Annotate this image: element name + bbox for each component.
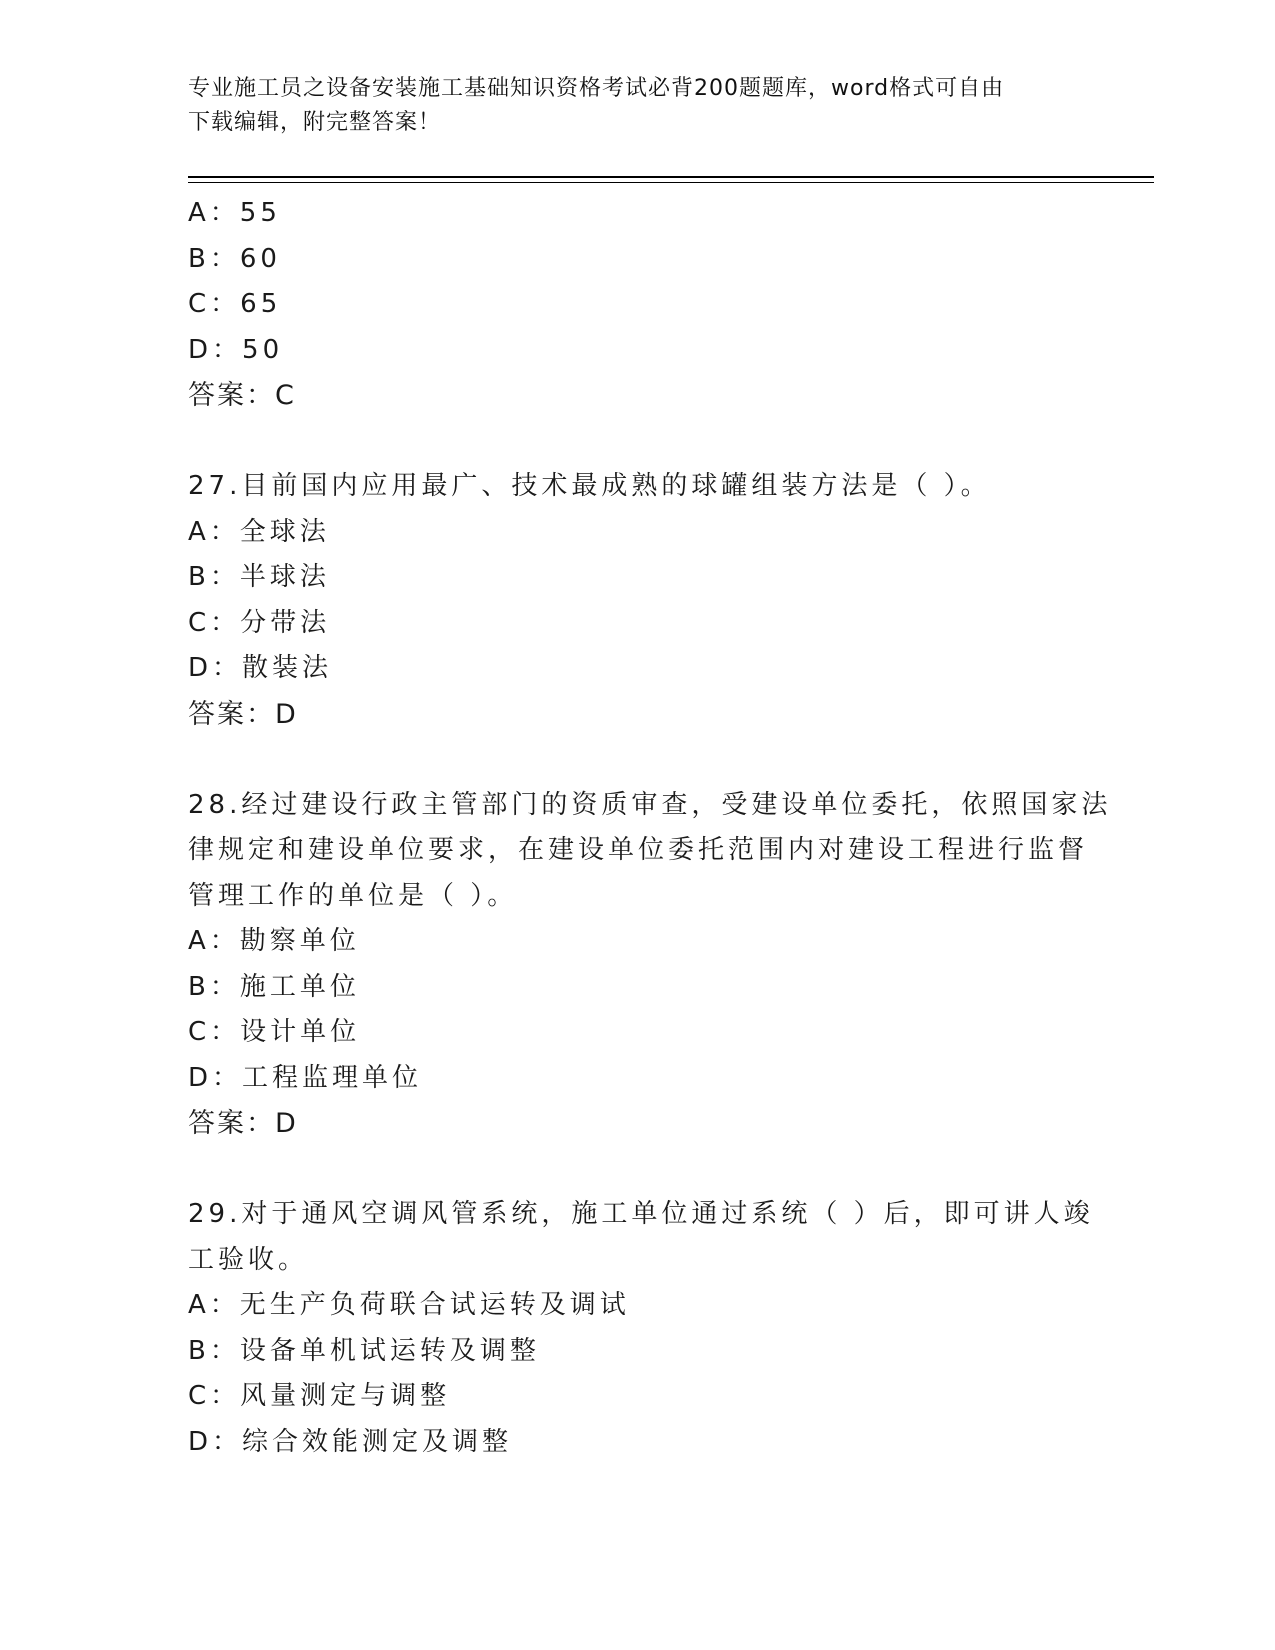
option-a: A：勘察单位 xyxy=(188,926,360,956)
option-a: A：55 xyxy=(188,198,281,228)
option-b: B：半球法 xyxy=(188,562,330,592)
page-header xyxy=(188,72,1088,140)
question-stem-line-3: 管理工作的单位是（ ）。 xyxy=(188,880,518,911)
option-a: A：全球法 xyxy=(188,516,330,547)
option-d: D：工程监理单位 xyxy=(188,1062,423,1093)
answer-line: 答案：C xyxy=(188,380,296,411)
answer-line: 答案：D xyxy=(188,698,298,730)
option-c: C：设计单位 xyxy=(188,1017,361,1047)
question-stem-line-1: 29.对于通风空调风管系统，施工单位通过系统（ ）后，即可讲人竣 xyxy=(188,1199,1094,1229)
question-26 xyxy=(188,191,1088,419)
option-c: C：风量测定与调整 xyxy=(188,1381,451,1411)
question-list xyxy=(188,191,1112,1465)
question-spacer xyxy=(188,1147,1088,1193)
question-27 xyxy=(188,464,1088,737)
option-a: A：无生产负荷联合试运转及调试 xyxy=(188,1290,630,1320)
option-d: D：散装法 xyxy=(188,653,333,683)
header-line-2: 下载编辑，附完整答案！ xyxy=(188,110,442,135)
question-stem: 27.目前国内应用最广、技术最成熟的球罐组装方法是（ ）。 xyxy=(188,471,991,501)
header-line-1: 专业施工员之设备安装施工基础知识资格考试必背200题题库，word格式可自由 xyxy=(188,76,1005,101)
option-c: C：分带法 xyxy=(188,607,331,638)
option-c: C：65 xyxy=(188,289,282,319)
header-divider-thin xyxy=(188,182,1154,183)
option-b: B：60 xyxy=(188,243,281,274)
option-d: D：综合效能测定及调整 xyxy=(188,1426,513,1457)
question-stem-line-2: 工验收。 xyxy=(188,1244,309,1275)
question-stem-line-1: 28.经过建设行政主管部门的资质审查，受建设单位委托，依照国家法 xyxy=(188,789,1112,820)
option-b: B：设备单机试运转及调整 xyxy=(188,1335,540,1366)
header-divider-thick xyxy=(188,176,1154,178)
question-28 xyxy=(188,783,1112,1147)
question-spacer xyxy=(188,419,1088,465)
question-stem-line-2: 律规定和建设单位要求，在建设单位委托范围内对建设工程进行监督 xyxy=(188,835,1089,865)
question-spacer xyxy=(188,737,1088,783)
answer-line: 答案：D xyxy=(188,1108,298,1139)
question-29 xyxy=(188,1192,1094,1465)
option-d: D：50 xyxy=(188,334,284,365)
option-b: B：施工单位 xyxy=(188,971,360,1002)
